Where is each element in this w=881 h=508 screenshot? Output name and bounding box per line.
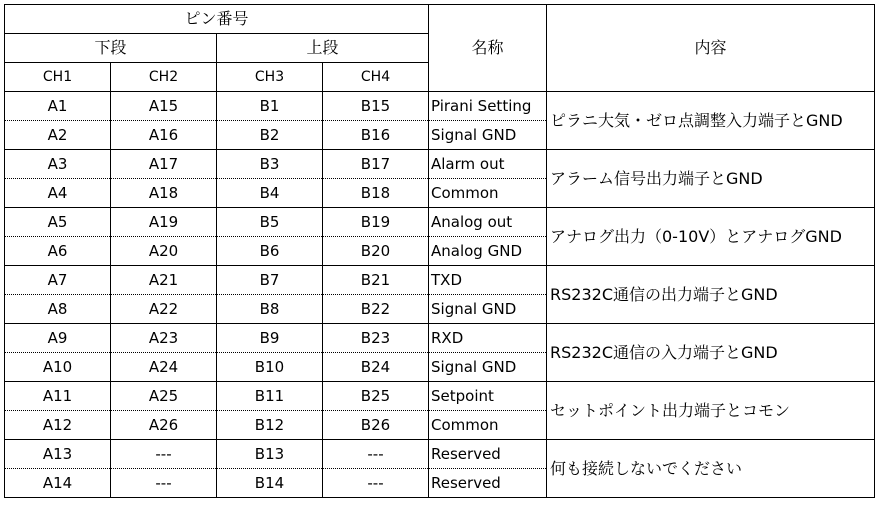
ch3-pin-cell: B13 (217, 440, 323, 469)
ch2-pin-cell: A17 (111, 150, 217, 179)
ch3-pin-cell: B3 (217, 150, 323, 179)
ch4-pin-cell: B26 (323, 411, 429, 440)
table-row (5, 150, 875, 179)
ch2-pin-cell: A19 (111, 208, 217, 237)
signal-name-cell: TXD (429, 266, 547, 295)
upper-header: 上段 (217, 34, 429, 63)
ch2-header: CH2 (111, 63, 217, 92)
ch3-header: CH3 (217, 63, 323, 92)
ch4-pin-cell: --- (323, 469, 429, 498)
pin-table-wrapper (4, 4, 875, 498)
ch4-pin-cell: B24 (323, 353, 429, 382)
pin-number-header: ピン番号 (5, 5, 429, 34)
ch4-pin-cell: B19 (323, 208, 429, 237)
ch1-pin-cell: A4 (5, 179, 111, 208)
signal-name-cell: Analog GND (429, 237, 547, 266)
content-cell: RS232C通信の出力端子とGND (547, 266, 875, 324)
ch3-pin-cell: B5 (217, 208, 323, 237)
content-cell: アナログ出力（0-10V）とアナログGND (547, 208, 875, 266)
ch3-pin-cell: B14 (217, 469, 323, 498)
ch1-pin-cell: A14 (5, 469, 111, 498)
ch1-pin-cell: A7 (5, 266, 111, 295)
ch2-pin-cell: A22 (111, 295, 217, 324)
ch2-pin-cell: A26 (111, 411, 217, 440)
ch4-pin-cell: B21 (323, 266, 429, 295)
table-body (5, 5, 875, 498)
ch1-pin-cell: A5 (5, 208, 111, 237)
ch1-header: CH1 (5, 63, 111, 92)
signal-name-cell: Signal GND (429, 295, 547, 324)
ch1-pin-cell: A11 (5, 382, 111, 411)
content-cell: アラーム信号出力端子とGND (547, 150, 875, 208)
ch1-pin-cell: A1 (5, 92, 111, 121)
name-header: 名称 (429, 5, 547, 92)
ch3-pin-cell: B2 (217, 121, 323, 150)
ch4-pin-cell: B22 (323, 295, 429, 324)
ch3-pin-cell: B6 (217, 237, 323, 266)
ch4-pin-cell: --- (323, 440, 429, 469)
ch3-pin-cell: B8 (217, 295, 323, 324)
ch4-pin-cell: B20 (323, 237, 429, 266)
ch2-pin-cell: A15 (111, 92, 217, 121)
signal-name-cell: Signal GND (429, 353, 547, 382)
lower-header: 下段 (5, 34, 217, 63)
ch3-pin-cell: B12 (217, 411, 323, 440)
signal-name-cell: Common (429, 179, 547, 208)
table-row (5, 208, 875, 237)
table-row (5, 92, 875, 121)
table-row (5, 324, 875, 353)
ch2-pin-cell: A18 (111, 179, 217, 208)
ch1-pin-cell: A10 (5, 353, 111, 382)
signal-name-cell: Analog out (429, 208, 547, 237)
ch4-pin-cell: B23 (323, 324, 429, 353)
content-cell: 何も接続しないでください (547, 440, 875, 498)
ch3-pin-cell: B4 (217, 179, 323, 208)
ch4-pin-cell: B16 (323, 121, 429, 150)
content-cell: ピラニ大気・ゼロ点調整入力端子とGND (547, 92, 875, 150)
content-header: 内容 (547, 5, 875, 92)
ch1-pin-cell: A8 (5, 295, 111, 324)
signal-name-cell: Reserved (429, 440, 547, 469)
signal-name-cell: Signal GND (429, 121, 547, 150)
ch4-pin-cell: B25 (323, 382, 429, 411)
ch1-pin-cell: A2 (5, 121, 111, 150)
ch2-pin-cell: --- (111, 469, 217, 498)
ch3-pin-cell: B11 (217, 382, 323, 411)
ch3-pin-cell: B1 (217, 92, 323, 121)
ch1-pin-cell: A13 (5, 440, 111, 469)
table-row (5, 440, 875, 469)
ch2-pin-cell: A24 (111, 353, 217, 382)
content-cell: RS232C通信の入力端子とGND (547, 324, 875, 382)
ch4-pin-cell: B18 (323, 179, 429, 208)
ch1-pin-cell: A3 (5, 150, 111, 179)
signal-name-cell: Reserved (429, 469, 547, 498)
content-cell: セットポイント出力端子とコモン (547, 382, 875, 440)
ch4-pin-cell: B17 (323, 150, 429, 179)
ch2-pin-cell: --- (111, 440, 217, 469)
ch3-pin-cell: B10 (217, 353, 323, 382)
signal-name-cell: Setpoint (429, 382, 547, 411)
ch2-pin-cell: A16 (111, 121, 217, 150)
signal-name-cell: Pirani Setting (429, 92, 547, 121)
ch2-pin-cell: A21 (111, 266, 217, 295)
ch2-pin-cell: A20 (111, 237, 217, 266)
ch3-pin-cell: B7 (217, 266, 323, 295)
table-row (5, 382, 875, 411)
ch2-pin-cell: A23 (111, 324, 217, 353)
signal-name-cell: Common (429, 411, 547, 440)
ch4-pin-cell: B15 (323, 92, 429, 121)
table-row (5, 266, 875, 295)
header-row-1 (5, 5, 875, 34)
ch3-pin-cell: B9 (217, 324, 323, 353)
signal-name-cell: Alarm out (429, 150, 547, 179)
ch2-pin-cell: A25 (111, 382, 217, 411)
signal-name-cell: RXD (429, 324, 547, 353)
ch1-pin-cell: A9 (5, 324, 111, 353)
ch4-header: CH4 (323, 63, 429, 92)
ch1-pin-cell: A6 (5, 237, 111, 266)
ch1-pin-cell: A12 (5, 411, 111, 440)
pin-assignment-table (4, 4, 875, 498)
